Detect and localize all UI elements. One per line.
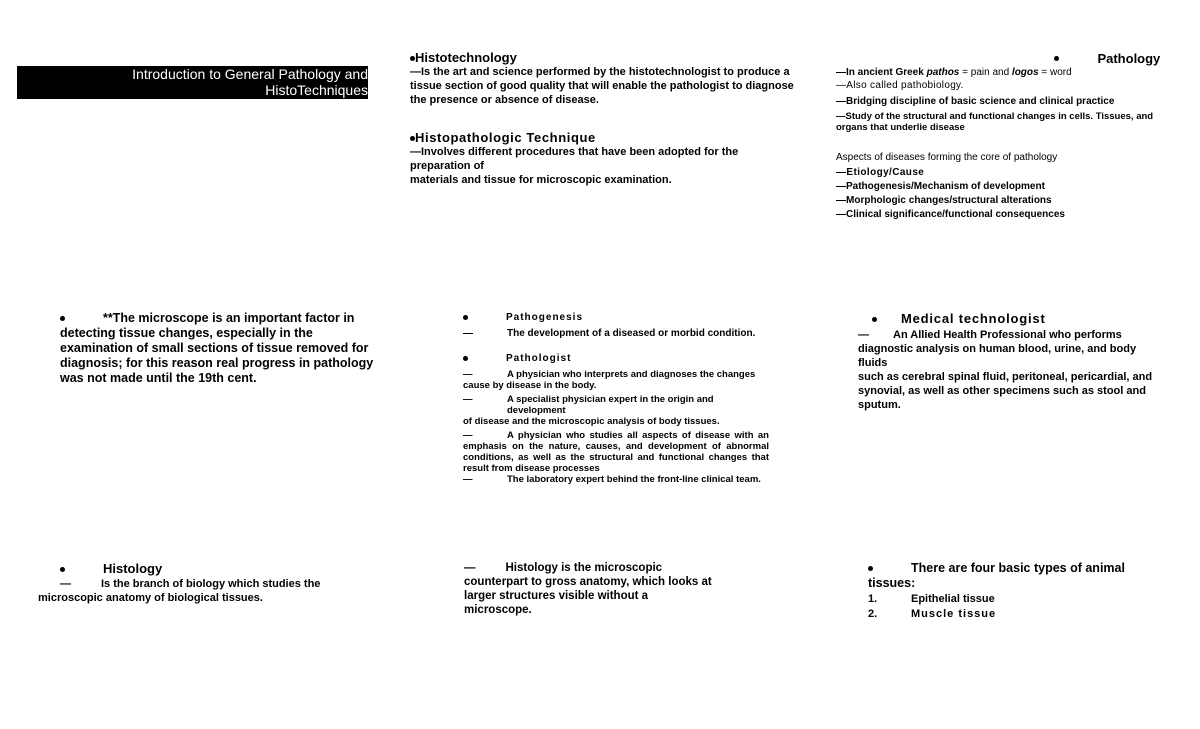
medtech-line-3: such as cerebral spinal fluid, peritoneal, pericardial, and xyxy=(858,371,1153,383)
histotechnology-line-2: tissue section of good quality that will enable the pathologist to diagnose xyxy=(410,80,794,92)
counterpart-line-3: larger structures visible without a xyxy=(464,590,649,602)
pathologist-def-3: — A physician who studies all aspects of disease with an emphasis on the nature, causes, and development of abnormal conditions, as well as the structural and functional changes that result from disease processes xyxy=(463,430,769,474)
medtech-section xyxy=(858,311,1168,412)
histology-line-1: — Is the branch of biology which studies the xyxy=(60,578,321,590)
pathologist-def-1: — A physician who interprets and diagnoses the changes cause by disease in the body. xyxy=(463,369,756,391)
histopathologic-line-2: materials and tissue for microscopic examination. xyxy=(410,174,672,186)
pathologist-def-2: — A specialist physician expert in the origin and development of disease and the microscopic analysis of body tissues. xyxy=(463,394,720,427)
tissue-intro-1: There are four basic types of animal xyxy=(868,561,1168,576)
pathologist-def-4: — The laboratory expert behind the front-line clinical team. xyxy=(463,474,761,485)
histology-line-2: microscopic anatomy of biological tissues. xyxy=(38,592,263,604)
pathology-study-2: organs that underlie disease xyxy=(836,122,965,133)
aspect-item: —Etiology/Cause xyxy=(836,167,925,178)
title-line-1: Introduction to General Pathology and xyxy=(132,66,368,82)
bullet-icon xyxy=(463,356,468,361)
aspect-item: —Clinical significance/functional consequences xyxy=(836,209,1065,220)
histotechnology-line-3: the presence or absence of disease. xyxy=(410,94,599,106)
medtech-heading: Medical technologist xyxy=(858,311,1168,326)
bullet-icon xyxy=(60,567,65,572)
pathogenesis-heading: Pathogenesis xyxy=(463,311,769,324)
histotechnology-heading: Histotechnology xyxy=(410,50,800,65)
counterpart-line-2: counterpart to gross anatomy, which looks at xyxy=(464,576,712,588)
tissue-types xyxy=(868,561,1168,621)
bullet-icon xyxy=(872,317,877,322)
medtech-line-1: — An Allied Health Professional who performs xyxy=(858,329,1122,341)
title-line-2: HistoTechniques xyxy=(265,82,368,98)
histotechnology-section xyxy=(410,50,800,107)
histology-heading: Histology xyxy=(60,561,358,576)
pathology-study-1: —Study of the structural and functional changes in cells. Tissues, and xyxy=(836,111,1154,122)
pathology-also: —Also called pathobiology. xyxy=(836,80,964,91)
aspect-item: —Morphologic changes/structural alterations xyxy=(836,195,1052,206)
pathogenesis-definition: — The development of a diseased or morbid condition. xyxy=(463,328,756,339)
pathology-greek: —In ancient Greek pathos = pain and logos = word xyxy=(836,67,1072,78)
bullet-icon xyxy=(463,315,468,320)
microscope-line-4: diagnosis; for this reason real progress in pathology xyxy=(60,356,374,370)
bullet-icon xyxy=(1054,56,1059,61)
microscope-note xyxy=(60,311,380,386)
pathology-section xyxy=(836,66,1166,221)
histopathologic-section xyxy=(410,130,800,187)
aspects-heading: Aspects of diseases forming the core of pathology xyxy=(836,152,1058,163)
tissue-intro-2: tissues: xyxy=(868,576,916,590)
microscope-line-5: was not made until the 19th cent. xyxy=(60,371,257,385)
histopathologic-line-1: —Involves different procedures that have been adopted for the preparation of xyxy=(410,146,739,172)
histotechnology-line-1: —Is the art and science performed by the histotechnologist to produce a xyxy=(410,66,790,78)
counterpart-line-4: microscope. xyxy=(464,604,532,616)
bullet-icon xyxy=(868,566,873,571)
microscope-line-1: **The microscope is an important factor in xyxy=(60,311,380,326)
histopathologic-heading: Histopathologic Technique xyxy=(410,130,800,145)
pathology-bridging: —Bridging discipline of basic science and clinical practice xyxy=(836,96,1115,107)
pathologist-heading: Pathologist xyxy=(463,352,769,365)
medtech-line-4: synovial, as well as other specimens such as stool and xyxy=(858,385,1146,397)
bullet-icon xyxy=(60,316,65,321)
aspect-item: —Pathogenesis/Mechanism of development xyxy=(836,181,1045,192)
tissue-item: 2. Muscle tissue xyxy=(868,608,997,620)
counterpart-line-1: — Histology is the microscopic xyxy=(464,562,663,574)
page-title xyxy=(17,66,368,99)
pathology-heading: Pathology xyxy=(1054,50,1174,68)
histology-section xyxy=(38,561,358,605)
microscope-line-2: detecting tissue changes, especially in the xyxy=(60,326,313,340)
tissue-item: 1. Epithelial tissue xyxy=(868,593,995,605)
microscope-line-3: examination of small sections of tissue removed for xyxy=(60,341,369,355)
medtech-line-2: diagnostic analysis on human blood, urine, and body fluids xyxy=(858,343,1137,369)
medtech-line-5: sputum. xyxy=(858,399,901,411)
pathogenesis-section xyxy=(463,311,769,485)
histology-counterpart xyxy=(464,561,724,617)
